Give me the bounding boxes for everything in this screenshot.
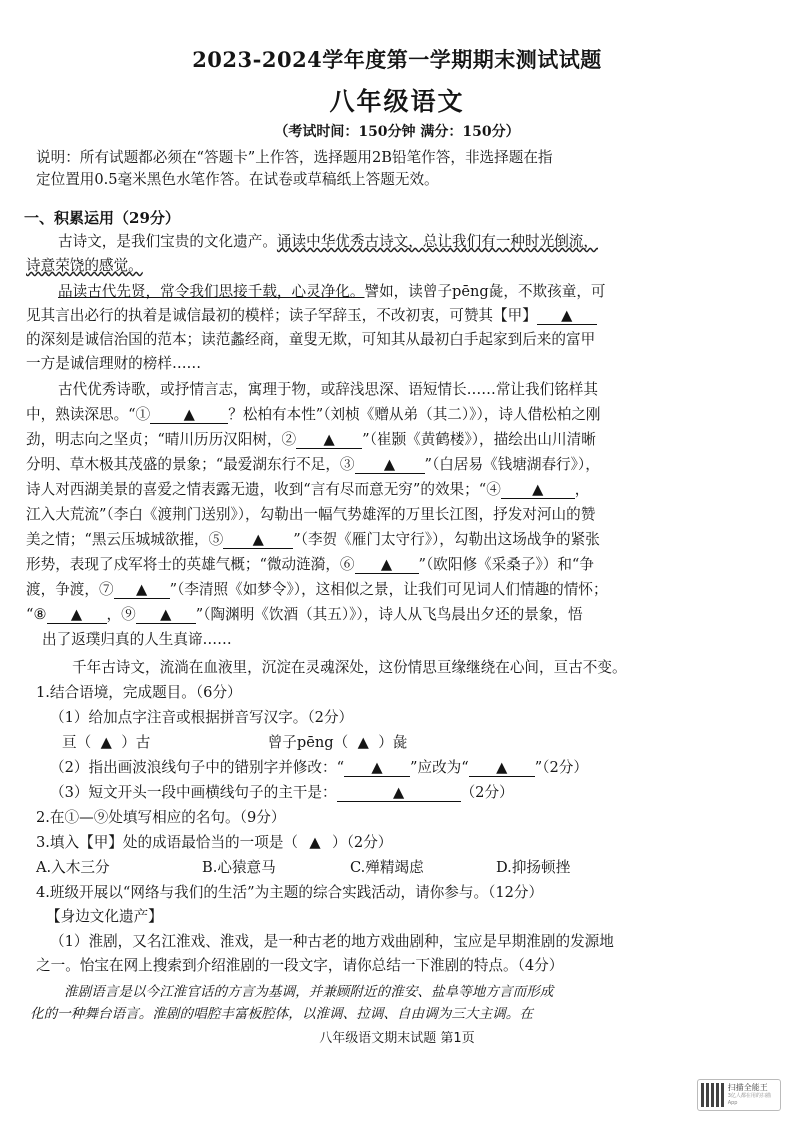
passage-p3-line2: 中，熟读深思。“① ▲ ？松柏有本性”（刘桢《赠从弟（其二）》），诗人借松柏之刚 (26, 406, 601, 423)
instruction-line-2: 定位置用0.5毫米黑色水笔作答。在试卷或草稿纸上答题无效。 (36, 171, 439, 188)
passage-p2-line4: 一方是诚信理财的榜样…… (26, 355, 202, 372)
watermark-name: 扫描全能王 (727, 1083, 768, 1092)
question-2: 2.在①—⑨处填写相应的名句。（9分） (36, 809, 286, 826)
question-1: 1.结合语境，完成题目。（6分） (36, 684, 242, 701)
material-text-line1: 淮剧语言是以今江淮官话的方言为基调，并兼顾附近的淮安、盐阜等地方言而形成 (64, 984, 554, 1000)
watermark-sub: 3亿人都在用的扫描App (727, 1093, 771, 1106)
qr-code-icon (701, 1083, 725, 1107)
question-3-options (36, 858, 766, 878)
passage-p1-cont: 诗意荣饶的感觉。 (26, 257, 143, 274)
question-4-1-line1: （1）淮剧，又名江淮戏、淮戏，是一种古老的地方戏曲剧种，宝应是早期淮剧的发源地 (50, 933, 614, 950)
answer-blank-4[interactable]: ▲ (501, 482, 575, 499)
exam-subject: 八年级语文 (329, 87, 465, 116)
answer-blank-jia[interactable]: ▲ (537, 308, 597, 325)
wrong-char-blank[interactable]: ▲ (344, 760, 410, 777)
underlined-sentence: 品读古代先贤，常令我们思接千载，心灵净化。 (58, 283, 365, 300)
wavy-sentence: 诵读中华优秀古诗文，总让我们有一种时光倒流， (276, 233, 598, 250)
passage-p4: 千年古诗文，流淌在血液里，沉淀在灵魂深处，这份情思亘缘继绕在心间，亘古不变。 (72, 659, 627, 676)
question-3: 3.填入【甲】处的成语最恰当的一项是（ ▲ ）（2分） (36, 834, 393, 851)
passage-p2-line2: 见其言出必行的执着是诚信最初的模样；读子罕辞玉，不改初衷，可赞其【甲】 ▲ (26, 306, 597, 326)
option-b[interactable]: B.心猿意马 (202, 859, 276, 876)
correct-char-blank[interactable]: ▲ (469, 760, 535, 777)
instruction-line-1: 说明：所有试题都必须在“答题卡”上作答，选择题用2B铅笔作答，非选择题在指 (36, 149, 553, 166)
passage-p3-line5: 诗人对西湖美景的喜爱之情表露无遗，收到“言有尽而意无穷”的效果；“④ ▲ ， (26, 481, 590, 498)
option-a[interactable]: A.入木三分 (36, 859, 110, 876)
answer-blank-2[interactable]: ▲ (296, 432, 362, 449)
question-4-subhead: 【身边文化遗产】 (46, 908, 163, 925)
passage-p3-line10: “⑧ ▲ ，⑨ ▲ ”（陶渊明《饮酒（其五）》），诗人从飞鸟晨出夕还的景象，悟 (26, 606, 583, 623)
pinyin-blank[interactable]: ▲ (100, 734, 112, 751)
option-c[interactable]: C.殚精竭虑 (350, 859, 424, 876)
option-d[interactable]: D.抑扬顿挫 (496, 859, 571, 876)
passage-p3-line11: 出了返璞归真的人生真谛…… (42, 631, 232, 648)
answer-blank-5[interactable]: ▲ (223, 532, 293, 549)
answer-blank-9[interactable]: ▲ (136, 607, 196, 624)
passage-p2: 品读古代先贤，常令我们思接千载，心灵净化。譬如，读曾子pēng彘，不欺孩童，可 (58, 283, 606, 300)
passage-p3-line4: 分明、草木极其茂盛的景象；“最爱湖东行不足，③ ▲ ”（白居易《钱塘湖春行》）， (26, 456, 600, 473)
section-heading: 一、积累运用（29分） (24, 209, 180, 227)
passage-p2-line3: 的深刻是诚信治国的范本；读范蠡经商，童叟无欺，可知其从最初白手起家到后来的富甲 (26, 331, 596, 348)
question-1-1-items: 亘（ ▲ ）古 曾子pēng（ ▲ ）彘 (62, 734, 408, 751)
page-footer: 八年级语文期末试题 第1页 (319, 1031, 475, 1046)
answer-blank-7[interactable]: ▲ (114, 582, 170, 599)
question-1-1: （1）给加点字注音或根据拼音写汉字。（2分） (50, 709, 354, 726)
question-1-2: （2）指出画波浪线句子中的错别字并修改：“ ▲ ”应改为“ ▲ ”（2分） (50, 759, 588, 776)
exam-title: 2023-2024学年度第一学期期末测试试题 (192, 47, 602, 72)
answer-blank-3[interactable]: ▲ (355, 457, 425, 474)
exam-info: （考试时间：150分钟 满分：150分） (274, 124, 520, 140)
passage-p3-line6: 江入大荒流”（李白《渡荆门送别》），勾勒出一幅气势雄浑的万里长江图，抒发对河山的赞 (26, 506, 596, 523)
passage-p3-line3: 劲，明志向之坚贞；“晴川历历汉阳树，② ▲ ”（崔颢《黄鹤楼》），描绘出山川清晰 (26, 431, 596, 448)
passage-p3-line8: 形势，表现了戍军将士的英雄气概；“微动涟漪，⑥ ▲ ”（欧阳修《采桑子》）和“争 (26, 556, 594, 573)
passage-p3-line9: 渡，争渡，⑦ ▲ ”（李清照《如梦令》），这相似之景，让我们可见词人们情趣的情怀； (26, 581, 608, 598)
choice-blank[interactable]: ▲ (309, 834, 321, 851)
material-text-line2: 化的一种舞台语言。淮剧的唱腔丰富板腔体，以淮调、拉调、自由调为三大主调。在 (30, 1006, 533, 1022)
question-4: 4.班级开展以“网络与我们的生活”为主题的综合实践活动，请你参与。（12分） (36, 884, 544, 901)
answer-blank-1[interactable]: ▲ (150, 407, 228, 424)
question-4-1-line2: 之一。怡宝在网上搜索到介绍淮剧的一段文字，请你总结一下淮剧的特点。（4分） (36, 957, 564, 974)
answer-blank-8[interactable]: ▲ (47, 607, 107, 624)
sentence-core-blank[interactable]: ▲ (337, 785, 461, 802)
hanzi-blank[interactable]: ▲ (357, 734, 369, 751)
passage-p3-line1: 古代优秀诗歌，或抒情言志，寓理于物，或辞浅思深、语短情长……常让我们铭样其 (58, 381, 598, 398)
passage-p3-line7: 美之情；“黑云压城城欲摧，⑤ ▲ ”（李贺《雁门太守行》），勾勒出这场战争的紧张 (26, 531, 600, 548)
answer-blank-6[interactable]: ▲ (355, 557, 419, 574)
question-1-3: （3）短文开头一段中画横线句子的主干是： ▲ （2分） (50, 784, 514, 801)
passage-p1: 古诗文，是我们宝贵的文化遗产。诵读中华优秀古诗文，总让我们有一种时光倒流， (58, 233, 598, 250)
scanner-watermark (697, 1079, 781, 1111)
